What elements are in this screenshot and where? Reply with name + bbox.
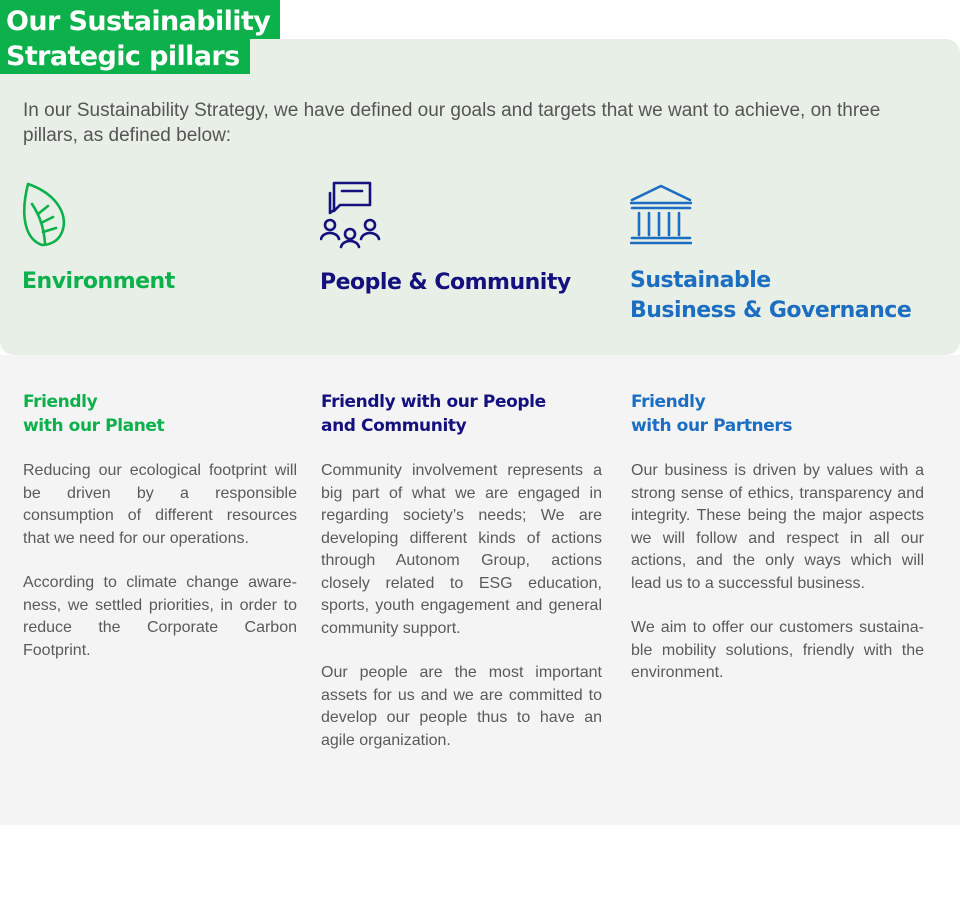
intro-text: In our Sustainability Strategy, we have defined our goals and targets that we want to achieve, on three pillars, as defined below: (23, 100, 881, 146)
column-paragraph: Our people are the most important assets for us and we are committed to develop our people thus to have an agile organization. (321, 664, 602, 749)
pillar-sustainable-business (630, 183, 911, 326)
page-title-line-1: Our Sustainability (0, 0, 280, 39)
institution-icon (630, 183, 911, 252)
column-heading (23, 390, 297, 438)
details-column-people (321, 390, 602, 774)
column-heading (321, 390, 602, 438)
column-heading-line-1: Friendly (631, 392, 706, 412)
leaf-icon (22, 182, 175, 253)
pillar-name (630, 266, 911, 326)
column-heading (631, 390, 924, 438)
column-paragraph: Community involvement represents a big part of what we are engaged in regarding society’s needs; We are developing different kinds of actions through Autonom Group, actions closely related to ESG education, sports, youth engagement and general community support. (321, 462, 602, 637)
column-paragraph: According to climate change awareness, we settled priorities, in order to reduce the Corporate Carbon Footprint. (23, 574, 297, 659)
column-paragraph: Our business is driven by values with a strong sense of ethics, transparency and integrity. These being the major aspects we will follow and respect in all our actions, and the only ways which will lead us to a successful business. (631, 462, 924, 592)
column-paragraph: We aim to offer our customers sustainable mobility solutions, friendly with the environment. (631, 619, 924, 681)
details-column-environment (23, 390, 297, 684)
pillar-environment (22, 182, 175, 297)
page-title-line-2: Strategic pillars (0, 39, 250, 74)
column-heading-line-2: with our Planet (23, 416, 165, 436)
community-chat-icon (320, 181, 571, 254)
column-heading-line-1: Friendly with our People (321, 392, 546, 412)
pillar-name-line-1: Sustainable (630, 268, 771, 293)
pillar-name-line-2: Business & Governance (630, 298, 912, 323)
column-paragraph: Reducing our ecological footprint will be driven by a responsible consumption of different resources that we need for our operations. (23, 462, 297, 547)
pillar-name: People & Community (320, 270, 571, 295)
pillar-name: Environment (22, 269, 175, 294)
column-heading-line-2: and Community (321, 416, 467, 436)
page-title (0, 0, 280, 74)
details-column-partners (631, 390, 924, 707)
pillar-people-community (320, 181, 571, 298)
column-heading-line-1: Friendly (23, 392, 98, 412)
column-heading-line-2: with our Partners (631, 416, 793, 436)
